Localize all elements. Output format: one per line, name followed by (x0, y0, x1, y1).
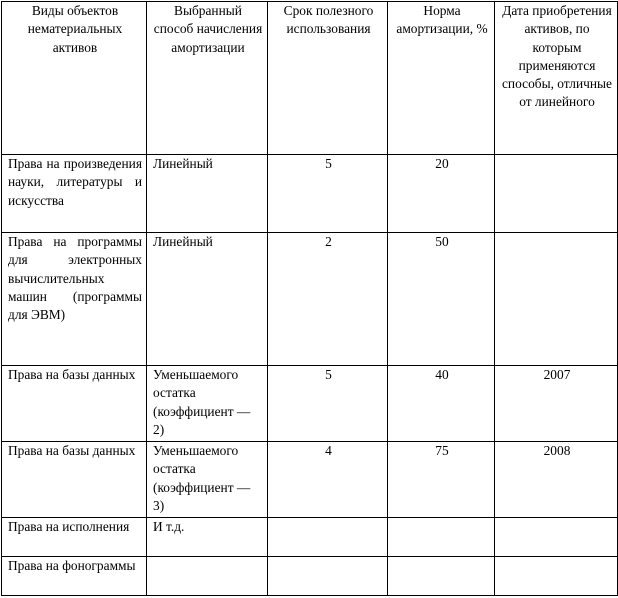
method-cell: Линейный (147, 233, 268, 366)
useful-life-cell (268, 518, 388, 557)
table-row (2, 155, 618, 233)
useful-life-cell: 5 (268, 366, 388, 442)
rate-cell: 50 (388, 233, 495, 366)
table-row (2, 518, 618, 557)
asset-type-cell: Права на программы для электронных вычислительных машин (программы для ЭВМ) (2, 233, 147, 366)
rate-cell (388, 557, 495, 596)
acquisition-date-cell (495, 155, 618, 233)
asset-type-cell: Права на произведения науки, литературы и искусства (2, 155, 147, 233)
header-useful-life: Срок полезного использования (268, 2, 388, 155)
useful-life-cell: 5 (268, 155, 388, 233)
header-row (2, 2, 618, 155)
acquisition-date-cell (495, 557, 618, 596)
rate-cell: 40 (388, 366, 495, 442)
method-cell: И т.д. (147, 518, 268, 557)
acquisition-date-cell (495, 518, 618, 557)
acquisition-date-cell (495, 233, 618, 366)
header-acquisition-date: Дата приобретения активов, по которым применяются способы, отличные от линейного (495, 2, 618, 155)
asset-type-cell: Права на базы данных (2, 366, 147, 442)
acquisition-date-cell: 2007 (495, 366, 618, 442)
table-row (2, 233, 618, 366)
asset-type-cell: Права на базы данных (2, 442, 147, 518)
useful-life-cell (268, 557, 388, 596)
asset-type-cell: Права на исполнения (2, 518, 147, 557)
method-cell: Уменьшаемого остатка (коэффициент — 3) (147, 442, 268, 518)
rate-cell: 20 (388, 155, 495, 233)
method-cell: Уменьшаемого остатка (коэффициент — 2) (147, 366, 268, 442)
amortization-table (1, 1, 618, 596)
header-rate: Норма амортизации, % (388, 2, 495, 155)
table-row (2, 366, 618, 442)
table-row (2, 557, 618, 596)
rate-cell (388, 518, 495, 557)
method-cell (147, 557, 268, 596)
header-method: Выбранный способ начисления амортизации (147, 2, 268, 155)
table-row (2, 442, 618, 518)
method-cell: Линейный (147, 155, 268, 233)
header-asset-type: Виды объектов нематериальных активов (2, 2, 147, 155)
useful-life-cell: 4 (268, 442, 388, 518)
rate-cell: 75 (388, 442, 495, 518)
acquisition-date-cell: 2008 (495, 442, 618, 518)
useful-life-cell: 2 (268, 233, 388, 366)
asset-type-cell: Права на фонограммы (2, 557, 147, 596)
